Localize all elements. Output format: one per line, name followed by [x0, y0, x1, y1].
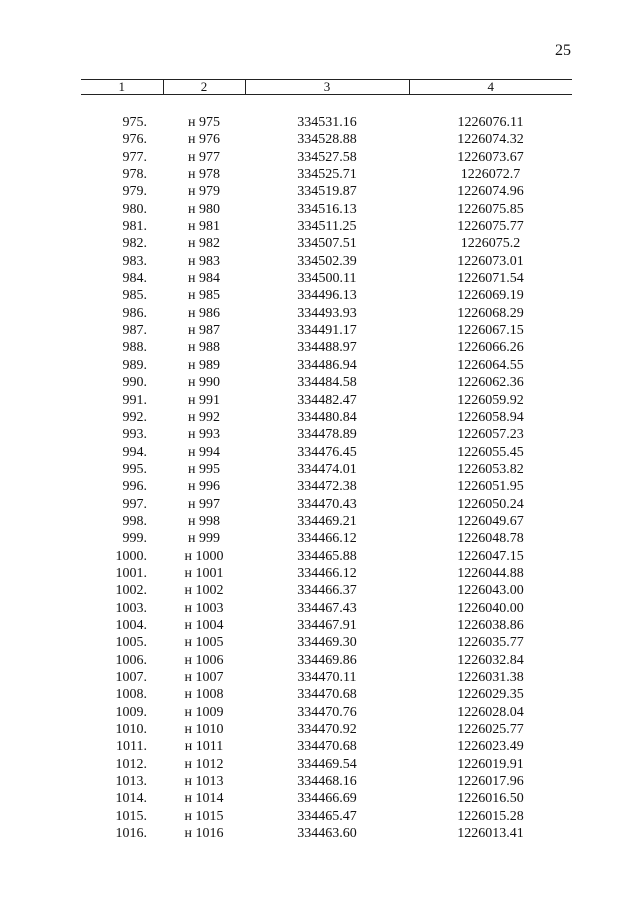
point-name: н 984	[188, 271, 220, 287]
row-number: 993.	[122, 427, 147, 443]
table-body	[81, 95, 572, 843]
table-row	[81, 825, 572, 842]
point-name: н 977	[188, 149, 220, 165]
table-row	[81, 496, 572, 513]
row-number: 985.	[122, 288, 147, 304]
x-coordinate: 334469.30	[297, 635, 357, 651]
x-coordinate: 334480.84	[297, 409, 357, 425]
row-number: 1004.	[115, 617, 147, 633]
table-row	[81, 513, 572, 530]
table-row	[81, 669, 572, 686]
table-row	[81, 409, 572, 426]
y-coordinate: 1226040.00	[457, 600, 524, 616]
y-coordinate: 1226059.92	[457, 392, 524, 408]
row-number: 991.	[122, 392, 147, 408]
y-coordinate: 1226028.04	[457, 704, 524, 720]
point-name: н 989	[188, 357, 220, 373]
row-number: 988.	[122, 340, 147, 356]
row-number: 984.	[122, 271, 147, 287]
row-number: 996.	[122, 479, 147, 495]
x-coordinate: 334476.45	[297, 444, 357, 460]
y-coordinate: 1226066.26	[457, 340, 524, 356]
point-name: н 1012	[184, 756, 224, 772]
x-coordinate: 334465.88	[297, 548, 357, 564]
point-name: н 995	[188, 461, 220, 477]
page-number: 25	[555, 42, 571, 59]
row-number: 1000.	[115, 548, 147, 564]
row-number: 990.	[122, 375, 147, 391]
x-coordinate: 334527.58	[297, 149, 357, 165]
x-coordinate: 334463.60	[297, 826, 357, 842]
y-coordinate: 1226072.7	[460, 167, 521, 183]
table-row	[81, 686, 572, 703]
row-number: 992.	[122, 409, 147, 425]
x-coordinate: 334528.88	[297, 132, 357, 148]
point-name: н 1001	[184, 565, 224, 581]
point-name: н 988	[188, 340, 220, 356]
row-number: 994.	[122, 444, 147, 460]
y-coordinate: 1226053.82	[457, 461, 524, 477]
x-coordinate: 334466.37	[297, 583, 357, 599]
column-header-3: 3	[245, 80, 409, 95]
y-coordinate: 1226019.91	[457, 756, 524, 772]
y-coordinate: 1226074.32	[457, 132, 524, 148]
y-coordinate: 1226047.15	[457, 548, 524, 564]
row-number: 1011.	[116, 739, 147, 755]
table-row	[81, 756, 572, 773]
point-name: н 980	[188, 201, 220, 217]
point-name: н 982	[188, 236, 220, 252]
table-row	[81, 565, 572, 582]
y-coordinate: 1226062.36	[457, 375, 524, 391]
table-row	[81, 461, 572, 478]
row-number: 999.	[122, 531, 147, 547]
row-number: 1006.	[115, 652, 147, 668]
table-row	[81, 287, 572, 304]
y-coordinate: 1226050.24	[457, 496, 524, 512]
x-coordinate: 334469.86	[297, 652, 357, 668]
row-number: 987.	[122, 323, 147, 339]
y-coordinate: 1226075.2	[460, 236, 521, 252]
row-number: 986.	[122, 305, 147, 321]
row-number: 989.	[122, 357, 147, 373]
table-row	[81, 808, 572, 825]
x-coordinate: 334467.91	[297, 617, 357, 633]
table-row	[81, 357, 572, 374]
table-row	[81, 478, 572, 495]
x-coordinate: 334470.43	[297, 496, 357, 512]
row-number: 979.	[122, 184, 147, 200]
table-row	[81, 721, 572, 738]
point-name: н 1006	[184, 652, 224, 668]
row-number: 1013.	[115, 774, 147, 790]
table-row	[81, 235, 572, 252]
row-number: 1003.	[115, 600, 147, 616]
y-coordinate: 1226038.86	[457, 617, 524, 633]
row-number: 995.	[122, 461, 147, 477]
y-coordinate: 1226043.00	[457, 583, 524, 599]
table-row	[81, 322, 572, 339]
table-row	[81, 218, 572, 235]
table-row	[81, 392, 572, 409]
x-coordinate: 334466.12	[297, 531, 357, 547]
row-number: 1016.	[115, 826, 147, 842]
column-header-4: 4	[409, 80, 572, 95]
x-coordinate: 334466.69	[297, 791, 357, 807]
table-row	[81, 790, 572, 807]
row-number: 1009.	[115, 704, 147, 720]
table-header	[81, 80, 572, 95]
point-name: н 985	[188, 288, 220, 304]
table-row	[81, 149, 572, 166]
row-number: 983.	[122, 253, 147, 269]
x-coordinate: 334482.47	[297, 392, 357, 408]
table-row	[81, 131, 572, 148]
table-row	[81, 270, 572, 287]
point-name: н 994	[188, 444, 220, 460]
y-coordinate: 1226048.78	[457, 531, 524, 547]
y-coordinate: 1226075.77	[457, 219, 524, 235]
y-coordinate: 1226064.55	[457, 357, 524, 373]
point-name: н 1003	[184, 600, 224, 616]
row-number: 997.	[122, 496, 147, 512]
y-coordinate: 1226073.01	[457, 253, 524, 269]
row-number: 1015.	[115, 808, 147, 824]
point-name: н 1015	[184, 808, 224, 824]
table-row	[81, 548, 572, 565]
table-row	[81, 652, 572, 669]
x-coordinate: 334493.93	[297, 305, 357, 321]
y-coordinate: 1226075.85	[457, 201, 524, 217]
row-number: 980.	[122, 201, 147, 217]
point-name: н 1007	[184, 670, 224, 685]
row-number: 975.	[122, 115, 147, 130]
point-name: н 997	[188, 496, 220, 512]
y-coordinate: 1226032.84	[457, 652, 524, 668]
table-row	[81, 166, 572, 183]
row-number: 976.	[122, 132, 147, 148]
x-coordinate: 334470.76	[297, 704, 357, 720]
x-coordinate: 334484.58	[297, 375, 357, 391]
table-row	[81, 634, 572, 651]
x-coordinate: 334488.97	[297, 340, 357, 356]
y-coordinate: 1226016.50	[457, 791, 524, 807]
y-coordinate: 1226069.19	[457, 288, 524, 304]
point-name: н 998	[188, 513, 220, 529]
row-number: 1008.	[115, 687, 147, 703]
y-coordinate: 1226076.11	[457, 115, 524, 130]
point-name: н 992	[188, 409, 220, 425]
table-row	[81, 95, 572, 132]
y-coordinate: 1226023.49	[457, 739, 524, 755]
point-name: н 986	[188, 305, 220, 321]
point-name: н 1000	[184, 548, 224, 564]
x-coordinate: 334507.51	[297, 236, 357, 252]
point-name: н 1010	[184, 722, 224, 738]
row-number: 981.	[122, 219, 147, 235]
y-coordinate: 1226067.15	[457, 323, 524, 339]
row-number: 977.	[122, 149, 147, 165]
row-number: 1005.	[115, 635, 147, 651]
y-coordinate: 1226068.29	[457, 305, 524, 321]
y-coordinate: 1226029.35	[457, 687, 524, 703]
point-name: н 993	[188, 427, 220, 443]
x-coordinate: 334466.12	[297, 565, 357, 581]
y-coordinate: 1226044.88	[457, 565, 524, 581]
y-coordinate: 1226074.96	[457, 184, 524, 200]
point-name: н 996	[188, 479, 220, 495]
point-name: н 979	[188, 184, 220, 200]
table-row	[81, 738, 572, 755]
table-row	[81, 201, 572, 218]
point-name: н 1011	[184, 739, 224, 755]
x-coordinate: 334474.01	[297, 461, 357, 477]
table-row	[81, 183, 572, 200]
x-coordinate: 334516.13	[297, 201, 357, 217]
point-name: н 990	[188, 375, 220, 391]
row-number: 1002.	[115, 583, 147, 599]
y-coordinate: 1226055.45	[457, 444, 524, 460]
x-coordinate: 334478.89	[297, 427, 357, 443]
point-name: н 981	[188, 219, 220, 235]
row-number: 1007.	[115, 670, 147, 685]
table-row	[81, 339, 572, 356]
x-coordinate: 334491.17	[297, 323, 357, 339]
x-coordinate: 334467.43	[297, 600, 357, 616]
x-coordinate: 334531.16	[297, 115, 357, 130]
row-number: 1012.	[115, 756, 147, 772]
point-name: н 991	[188, 392, 220, 408]
point-name: н 983	[188, 253, 220, 269]
table-row	[81, 600, 572, 617]
point-name: н 1014	[184, 791, 224, 807]
x-coordinate: 334525.71	[297, 167, 357, 183]
x-coordinate: 334469.21	[297, 513, 357, 529]
point-name: н 1005	[184, 635, 224, 651]
table-row	[81, 374, 572, 391]
table-row	[81, 582, 572, 599]
point-name: н 999	[188, 531, 220, 547]
x-coordinate: 334500.11	[297, 271, 357, 287]
y-coordinate: 1226049.67	[457, 513, 524, 529]
x-coordinate: 334470.92	[297, 722, 357, 738]
column-header-2: 2	[163, 80, 245, 95]
column-header-1: 1	[81, 80, 163, 95]
x-coordinate: 334468.16	[297, 774, 357, 790]
x-coordinate: 334469.54	[297, 756, 357, 772]
point-name: н 1013	[184, 774, 224, 790]
point-name: н 978	[188, 167, 220, 183]
x-coordinate: 334486.94	[297, 357, 357, 373]
point-name: н 1009	[184, 704, 224, 720]
table-row	[81, 426, 572, 443]
row-number: 978.	[122, 167, 147, 183]
x-coordinate: 334465.47	[297, 808, 357, 824]
x-coordinate: 334496.13	[297, 288, 357, 304]
x-coordinate: 334519.87	[297, 184, 357, 200]
y-coordinate: 1226057.23	[457, 427, 524, 443]
y-coordinate: 1226035.77	[457, 635, 524, 651]
y-coordinate: 1226051.95	[457, 479, 524, 495]
x-coordinate: 334502.39	[297, 253, 357, 269]
x-coordinate: 334472.38	[297, 479, 357, 495]
table-row	[81, 773, 572, 790]
table-row	[81, 530, 572, 547]
point-name: н 976	[188, 132, 220, 148]
header-row	[81, 80, 572, 95]
y-coordinate: 1226058.94	[457, 409, 524, 425]
row-number: 998.	[122, 513, 147, 529]
row-number: 1001.	[115, 565, 147, 581]
table-row	[81, 253, 572, 270]
y-coordinate: 1226013.41	[457, 826, 524, 842]
x-coordinate: 334470.68	[297, 739, 357, 755]
table-row	[81, 305, 572, 322]
y-coordinate: 1226015.28	[457, 808, 524, 824]
point-name: н 987	[188, 323, 220, 339]
x-coordinate: 334470.11	[297, 670, 357, 685]
point-name: н 1016	[184, 826, 224, 842]
point-name: н 975	[188, 115, 220, 130]
table-row	[81, 704, 572, 721]
y-coordinate: 1226073.67	[457, 149, 524, 165]
y-coordinate: 1226017.96	[457, 774, 524, 790]
coordinates-table	[81, 79, 572, 842]
x-coordinate: 334511.25	[297, 219, 357, 235]
point-name: н 1004	[184, 617, 224, 633]
row-number: 1014.	[115, 791, 147, 807]
y-coordinate: 1226071.54	[457, 271, 524, 287]
y-coordinate: 1226031.38	[457, 670, 524, 685]
row-number: 1010.	[115, 722, 147, 738]
point-name: н 1002	[184, 583, 224, 599]
table-row	[81, 444, 572, 461]
y-coordinate: 1226025.77	[457, 722, 524, 738]
point-name: н 1008	[184, 687, 224, 703]
x-coordinate: 334470.68	[297, 687, 357, 703]
row-number: 982.	[122, 236, 147, 252]
table-row	[81, 617, 572, 634]
